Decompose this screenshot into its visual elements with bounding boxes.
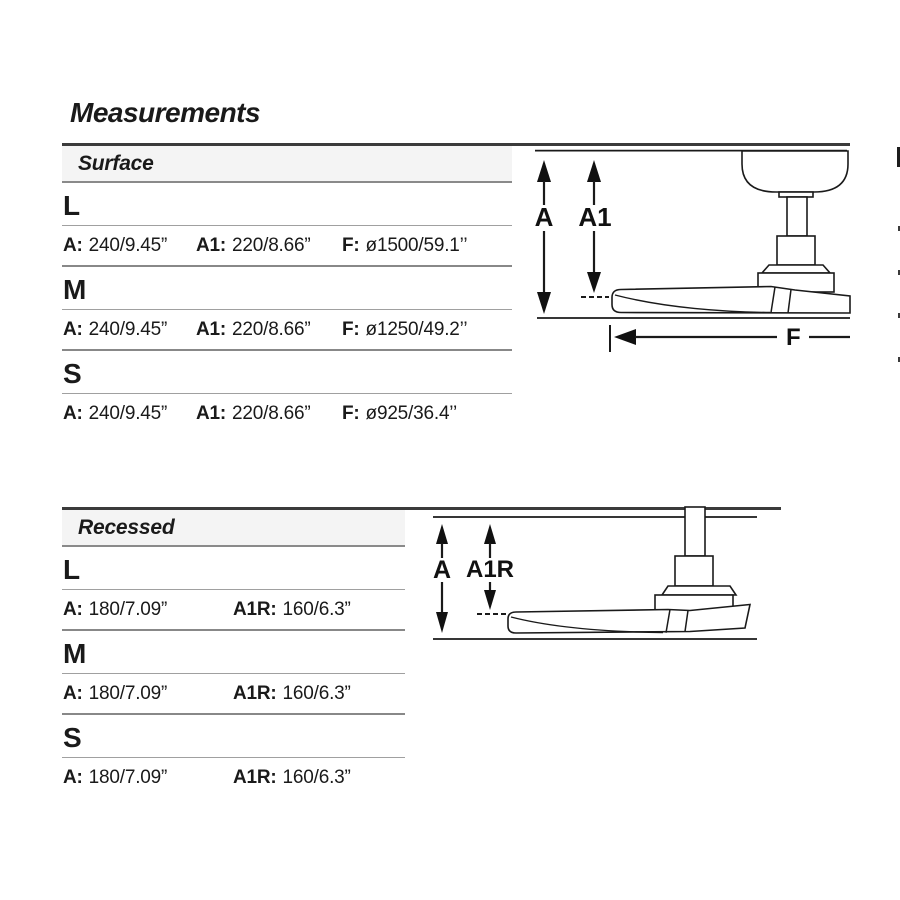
recessed-values-L — [62, 590, 405, 631]
dimension-label-a: A — [432, 556, 452, 584]
measurement-a — [63, 235, 196, 257]
page-title: Measurements — [70, 97, 261, 128]
size-label-S: S — [62, 715, 405, 758]
recessed-table — [62, 510, 405, 797]
measurement-value: 220/8.66” — [232, 234, 311, 256]
measurement-a1 — [196, 319, 342, 341]
measurement-label: A: — [63, 318, 83, 340]
motor-flange — [762, 265, 830, 273]
dimension-label-a: A — [534, 202, 554, 232]
measurement-value: 220/8.66” — [232, 402, 311, 424]
motor-mount — [777, 236, 815, 265]
dimension-label-a1r: A1R — [465, 556, 515, 583]
measurement-value: ø1500/59.1’’ — [365, 234, 468, 256]
size-label-L: L — [62, 183, 512, 226]
fan-illustration — [612, 151, 850, 313]
surface-table — [62, 146, 512, 433]
measurement-value: 160/6.3” — [282, 598, 351, 620]
measurement-f — [342, 403, 512, 425]
measurement-a — [63, 683, 233, 705]
size-label-S: S — [62, 351, 512, 394]
surface-mount-diagram — [525, 140, 900, 365]
measurement-value: ø1250/49.2’’ — [365, 318, 468, 340]
size-label-L: L — [62, 547, 405, 590]
fan-blade — [508, 605, 750, 634]
measurement-value: 180/7.09” — [88, 682, 168, 704]
recessed-values-M — [62, 674, 405, 715]
measurement-value: 160/6.3” — [282, 766, 351, 788]
measurement-label: A: — [63, 402, 83, 424]
measurement-f — [342, 235, 512, 257]
recessed-mount-diagram — [408, 500, 788, 660]
recessed-values-S — [62, 758, 405, 797]
measurement-label: A1: — [196, 318, 227, 340]
measurement-a — [63, 599, 233, 621]
measurement-value: ø925/36.4’’ — [365, 402, 458, 424]
measurement-label: A1R: — [233, 766, 277, 788]
measurement-label: A1: — [196, 234, 227, 256]
motor-mount — [675, 556, 713, 586]
dimension-arrow-a — [537, 160, 551, 314]
measurement-a1 — [196, 403, 342, 425]
size-label-M: M — [62, 631, 405, 674]
measurement-a — [63, 403, 196, 425]
surface-values-L — [62, 226, 512, 267]
measurement-label: F: — [342, 402, 360, 424]
measurement-label: F: — [342, 318, 360, 340]
measurement-label: A1R: — [233, 598, 277, 620]
measurement-label: A: — [63, 598, 83, 620]
recessed-header: Recessed — [62, 510, 405, 547]
measurement-label: A1: — [196, 402, 227, 424]
measurement-value: 180/7.09” — [88, 598, 168, 620]
measurement-value: 240/9.45” — [88, 234, 168, 256]
surface-values-M — [62, 310, 512, 351]
measurement-label: F: — [342, 234, 360, 256]
surface-header: Surface — [62, 146, 512, 183]
measurement-a1r — [233, 767, 405, 789]
measurement-label: A: — [63, 234, 83, 256]
measurement-f — [342, 319, 512, 341]
measurement-a — [63, 767, 233, 789]
motor-flange — [662, 586, 736, 595]
measurement-label: A: — [63, 682, 83, 704]
dimension-label-f: F — [786, 324, 801, 351]
measurement-value: 160/6.3” — [282, 682, 351, 704]
measurement-value: 180/7.09” — [88, 766, 168, 788]
measurement-value: 220/8.66” — [232, 318, 311, 340]
dimension-label-a1: A1 — [578, 202, 612, 232]
size-label-M: M — [62, 267, 512, 310]
downrod — [685, 507, 705, 556]
measurement-value: 240/9.45” — [88, 318, 168, 340]
measurement-a1 — [196, 235, 342, 257]
measurement-value: 240/9.45” — [88, 402, 168, 424]
measurement-a1r — [233, 599, 405, 621]
downrod — [787, 197, 807, 236]
canopy — [742, 151, 848, 192]
measurement-label: A1R: — [233, 682, 277, 704]
measurement-a1r — [233, 683, 405, 705]
dimension-arrow-f — [610, 325, 850, 352]
measurement-a — [63, 319, 196, 341]
surface-values-S — [62, 394, 512, 433]
fan-illustration — [508, 507, 750, 633]
measurement-label: A: — [63, 766, 83, 788]
